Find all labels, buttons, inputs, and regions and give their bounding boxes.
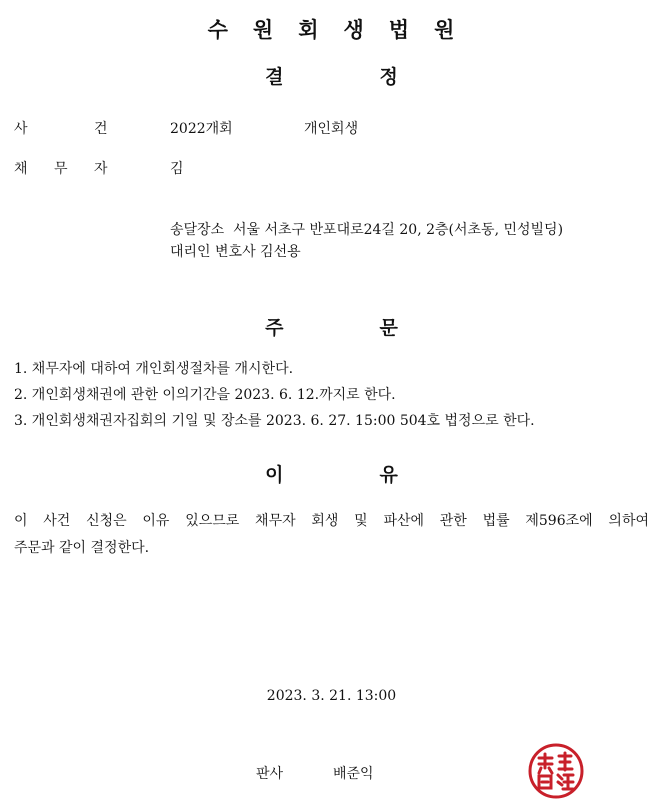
document-title <box>0 62 663 89</box>
debtor-label-char: 자 <box>94 161 108 177</box>
order-heading-char: 문 <box>379 317 398 339</box>
court-char: 회 <box>298 17 320 42</box>
debtor-label <box>14 158 134 178</box>
service-address: 송달장소 서울 서초구 반포대로24길 20, 2층(서초동, 민성빌딩) <box>170 222 564 238</box>
court-name <box>0 14 663 44</box>
reason-heading-char: 유 <box>379 464 398 486</box>
decision-date: 2023. 3. 21. 13:00 <box>266 688 397 704</box>
debtor-agent: 대리인 변호사 김선용 <box>170 244 301 260</box>
reason-text-line: 주문과 같이 결정한다. <box>14 540 150 556</box>
case-label-char: 건 <box>94 121 108 137</box>
title-char: 정 <box>379 66 398 88</box>
judge-name: 배준익 <box>333 766 374 782</box>
court-char: 법 <box>388 17 411 42</box>
case-name: 개인회생 <box>304 121 359 137</box>
court-char: 원 <box>434 17 456 42</box>
order-heading <box>0 313 663 340</box>
judge-title: 판사 <box>256 766 284 782</box>
order-item: 1. 채무자에 대하여 개인회생절차를 개시한다. <box>14 361 294 377</box>
debtor-label-char: 무 <box>54 161 68 177</box>
debtor-name: 김 <box>170 161 184 177</box>
court-char: 원 <box>252 17 275 42</box>
order-heading-char: 주 <box>265 317 284 339</box>
court-char: 수 <box>207 17 229 42</box>
court-char: 생 <box>343 17 365 42</box>
case-number: 2022개회 <box>170 121 233 137</box>
reason-heading <box>0 460 663 487</box>
case-label-char: 사 <box>14 121 28 137</box>
order-item: 2. 개인회생채권에 관한 이의기간을 2023. 6. 12.까지로 한다. <box>14 387 396 403</box>
title-char: 결 <box>265 66 284 88</box>
reason-text-line: 이 사건 신청은 이유 있으므로 채무자 회생 및 파산에 관한 법률 제596조에 의하여 <box>14 513 649 529</box>
reason-heading-char: 이 <box>265 464 284 486</box>
case-label <box>14 118 134 138</box>
judge-seal-icon <box>527 742 585 800</box>
order-item: 3. 개인회생채권자집회의 기일 및 장소를 2023. 6. 27. 15:00 504호 법정으로 한다. <box>14 413 535 429</box>
debtor-label-char: 채 <box>14 161 28 177</box>
